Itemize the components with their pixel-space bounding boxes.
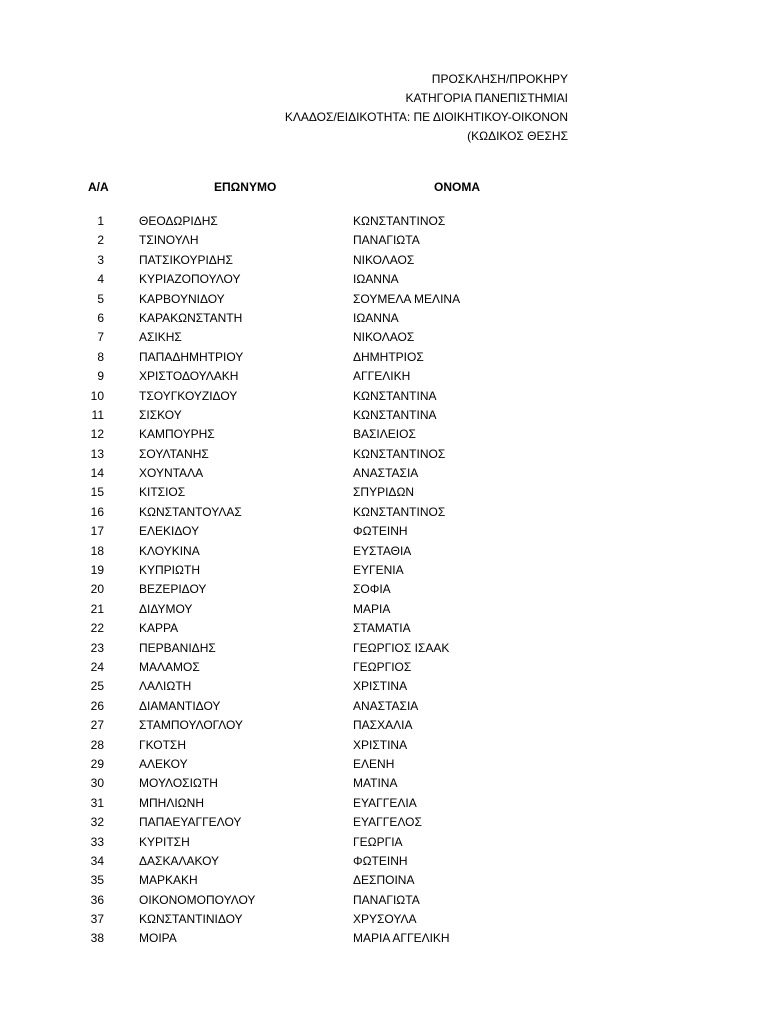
table-row <box>0 910 768 929</box>
column-header-name: ΟΝΟΜΑ <box>434 180 480 194</box>
table-row <box>0 483 768 502</box>
row-number: 19 <box>90 563 104 578</box>
row-name: ΔΗΜΗΤΡΙΟΣ <box>353 349 424 364</box>
document-header <box>0 70 568 146</box>
row-number: 31 <box>90 795 104 810</box>
row-number: 2 <box>97 233 104 248</box>
row-name: ΙΩΑΝΝΑ <box>353 272 399 287</box>
table-row <box>0 871 768 890</box>
table-row <box>0 852 768 871</box>
row-name: ΧΡΙΣΤΙΝΑ <box>353 679 408 694</box>
table-row <box>0 774 768 793</box>
table-row <box>0 367 768 386</box>
row-surname: ΚΥΡΙΑΖΟΠΟΥΛΟΥ <box>139 272 241 287</box>
table-row <box>0 503 768 522</box>
header-line-4: (ΚΩΔΙΚΟΣ ΘΕΣΗΣ <box>467 129 568 143</box>
row-surname: ΚΙΤΣΙΟΣ <box>139 485 186 500</box>
table-row <box>0 270 768 289</box>
row-name: ΚΩΝΣΤΑΝΤΙΝΟΣ <box>353 504 446 519</box>
row-surname: ΣΙΣΚΟΥ <box>139 407 182 422</box>
row-surname: ΚΑΡΑΚΩΝΣΤΑΝΤΗ <box>139 310 243 325</box>
row-number: 34 <box>90 853 104 868</box>
table-row <box>0 425 768 444</box>
table-body <box>0 212 768 949</box>
row-surname: ΟΙΚΟΝΟΜΟΠΟΥΛΟΥ <box>139 892 256 907</box>
row-number: 23 <box>90 640 104 655</box>
column-header-surname: ΕΠΩΝΥΜΟ <box>214 180 277 194</box>
row-surname: ΓΚΟΤΣΗ <box>139 737 186 752</box>
row-name: ΣΠΥΡΙΔΩΝ <box>353 485 415 500</box>
row-name: ΜΑΡΙΑ <box>353 601 391 616</box>
row-name: ΕΥΣΤΑΘΙΑ <box>353 543 412 558</box>
row-surname: ΠΕΡΒΑΝΙΔΗΣ <box>139 640 216 655</box>
row-surname: ΧΟΥΝΤΑΛΑ <box>139 466 204 481</box>
row-surname: ΚΩΝΣΤΑΝΤΟΥΛΑΣ <box>139 504 242 519</box>
row-number: 30 <box>90 776 104 791</box>
row-number: 29 <box>90 756 104 771</box>
table-row <box>0 658 768 677</box>
row-number: 24 <box>90 659 104 674</box>
table-row <box>0 736 768 755</box>
row-number: 26 <box>90 698 104 713</box>
row-name: ΕΛΕΝΗ <box>353 756 395 771</box>
table-row <box>0 639 768 658</box>
row-number: 36 <box>90 892 104 907</box>
row-number: 12 <box>90 427 104 442</box>
table-row <box>0 794 768 813</box>
row-name: ΑΝΑΣΤΑΣΙΑ <box>353 466 419 481</box>
table-row <box>0 716 768 735</box>
row-number: 4 <box>97 272 104 287</box>
row-name: ΓΕΩΡΓΙΟΣ <box>353 659 412 674</box>
row-number: 9 <box>97 369 104 384</box>
table-row <box>0 813 768 832</box>
row-number: 10 <box>90 388 104 403</box>
row-surname: ΔΙΑΜΑΝΤΙΔΟΥ <box>139 698 221 713</box>
row-number: 25 <box>90 679 104 694</box>
row-name: ΙΩΑΝΝΑ <box>353 310 399 325</box>
row-name: ΝΙΚΟΛΑΟΣ <box>353 252 415 267</box>
header-line-2: ΚΑΤΗΓΟΡΙΑ ΠΑΝΕΠΙΣΤΗΜΙΑΙ <box>405 91 568 105</box>
table-row <box>0 929 768 948</box>
row-surname: ΔΙΔΥΜΟΥ <box>139 601 193 616</box>
row-name: ΠΑΣΧΑΛΙΑ <box>353 718 413 733</box>
row-surname: ΛΑΛΙΩΤΗ <box>139 679 192 694</box>
row-number: 20 <box>90 582 104 597</box>
table-row <box>0 387 768 406</box>
row-name: ΧΡΥΣΟΥΛΑ <box>353 912 417 927</box>
row-name: ΣΟΥΜΕΛΑ ΜΕΛΙΝΑ <box>353 291 461 306</box>
column-header-aa: Α/Α <box>88 180 109 194</box>
table-row <box>0 561 768 580</box>
table-row <box>0 231 768 250</box>
row-name: ΦΩΤΕΙΝΗ <box>353 853 408 868</box>
row-number: 1 <box>97 214 104 228</box>
row-surname: ΘΕΟΔΩΡΙΔΗΣ <box>139 214 218 228</box>
row-number: 38 <box>90 931 104 946</box>
row-surname: ΕΛΕΚΙΔΟΥ <box>139 524 200 539</box>
row-surname: ΚΩΝΣΤΑΝΤΙΝΙΔΟΥ <box>139 912 243 927</box>
row-surname: ΚΥΠΡΙΩΤΗ <box>139 563 200 578</box>
table-row <box>0 406 768 425</box>
row-number: 32 <box>90 815 104 830</box>
table-row <box>0 464 768 483</box>
row-name: ΑΝΑΣΤΑΣΙΑ <box>353 698 419 713</box>
row-surname: ΣΤΑΜΠΟΥΛΟΓΛΟΥ <box>139 718 243 733</box>
row-surname: ΜΟΙΡΑ <box>139 931 177 946</box>
row-name: ΚΩΝΣΤΑΝΤΙΝΑ <box>353 407 437 422</box>
table-row <box>0 580 768 599</box>
row-name: ΜΑΤΙΝΑ <box>353 776 398 791</box>
table-row <box>0 833 768 852</box>
table-row <box>0 251 768 270</box>
row-name: ΠΑΝΑΓΙΩΤΑ <box>353 233 420 248</box>
table-row <box>0 522 768 541</box>
row-name: ΣΟΦΙΑ <box>353 582 391 597</box>
table-row <box>0 619 768 638</box>
header-line-1: ΠΡΟΣΚΛΗΣΗ/ΠΡΟΚΗΡΥ <box>431 72 568 86</box>
table-row <box>0 677 768 696</box>
row-name: ΑΓΓΕΛΙΚΗ <box>353 369 411 384</box>
row-surname: ΚΛΟΥΚΙΝΑ <box>139 543 200 558</box>
row-name: ΝΙΚΟΛΑΟΣ <box>353 330 415 345</box>
row-name: ΔΕΣΠΟΙΝΑ <box>353 873 415 888</box>
row-number: 22 <box>90 621 104 636</box>
row-number: 33 <box>90 834 104 849</box>
table-row <box>0 891 768 910</box>
row-surname: ΠΑΤΣΙΚΟΥΡΙΔΗΣ <box>139 252 233 267</box>
row-number: 27 <box>90 718 104 733</box>
row-surname: ΠΑΠΑΔΗΜΗΤΡΙΟΥ <box>139 349 244 364</box>
table-row <box>0 328 768 347</box>
row-name: ΕΥΓΕΝΙΑ <box>353 563 404 578</box>
table-row <box>0 697 768 716</box>
row-name: ΓΕΩΡΓΙΟΣ ΙΣΑΑΚ <box>353 640 450 655</box>
row-surname: ΤΣΟΥΓΚΟΥΖΙΔΟΥ <box>139 388 238 403</box>
row-surname: ΚΑΡΒΟΥΝΙΔΟΥ <box>139 291 225 306</box>
row-name: ΓΕΩΡΓΙΑ <box>353 834 403 849</box>
table-row <box>0 600 768 619</box>
row-name: ΚΩΝΣΤΑΝΤΙΝΟΣ <box>353 214 446 228</box>
row-surname: ΑΛΕΚΟΥ <box>139 756 188 771</box>
row-surname: ΑΣΙΚΗΣ <box>139 330 182 345</box>
row-number: 37 <box>90 912 104 927</box>
header-line-3: ΚΛΑΔΟΣ/ΕΙΔΙΚΟΤΗΤΑ: ΠΕ ΔΙΟΙΚΗΤΙΚΟΥ-ΟΙΚΟΝΟΝ <box>284 110 568 124</box>
row-number: 11 <box>91 407 104 422</box>
row-surname: ΧΡΙΣΤΟΔΟΥΛΑΚΗ <box>139 369 239 384</box>
row-surname: ΚΥΡΙΤΣΗ <box>139 834 190 849</box>
table-row <box>0 290 768 309</box>
row-number: 21 <box>90 601 104 616</box>
row-surname: ΜΑΡΚΑΚΗ <box>139 873 198 888</box>
row-name: ΧΡΙΣΤΙΝΑ <box>353 737 408 752</box>
row-number: 15 <box>90 485 104 500</box>
row-name: ΒΑΣΙΛΕΙΟΣ <box>353 427 416 442</box>
row-surname: ΚΑΡΡΑ <box>139 621 179 636</box>
row-surname: ΤΣΙΝΟΥΛΗ <box>139 233 199 248</box>
row-number: 17 <box>90 524 104 539</box>
row-number: 13 <box>90 446 104 461</box>
row-surname: ΠΑΠΑΕΥΑΓΓΕΛΟΥ <box>139 815 242 830</box>
table-header-row <box>0 180 768 196</box>
row-surname: ΒΕΖΕΡΙΔΟΥ <box>139 582 207 597</box>
row-number: 6 <box>97 310 104 325</box>
row-name: ΕΥΑΓΓΕΛΟΣ <box>353 815 422 830</box>
row-number: 3 <box>97 252 104 267</box>
row-name: ΦΩΤΕΙΝΗ <box>353 524 408 539</box>
row-number: 35 <box>90 873 104 888</box>
table-row <box>0 212 768 231</box>
table-row <box>0 445 768 464</box>
row-number: 7 <box>97 330 104 345</box>
row-number: 5 <box>97 291 104 306</box>
table-row <box>0 755 768 774</box>
row-name: ΠΑΝΑΓΙΩΤΑ <box>353 892 420 907</box>
table-row <box>0 309 768 328</box>
row-surname: ΜΑΛΑΜΟΣ <box>139 659 200 674</box>
row-name: ΣΤΑΜΑΤΙΑ <box>353 621 411 636</box>
row-name: ΚΩΝΣΤΑΝΤΙΝΟΣ <box>353 446 446 461</box>
row-surname: ΔΑΣΚΑΛΑΚΟΥ <box>139 853 220 868</box>
table-row <box>0 348 768 367</box>
row-name: ΜΑΡΙΑ ΑΓΓΕΛΙΚΗ <box>353 931 450 946</box>
row-number: 18 <box>90 543 104 558</box>
row-surname: ΣΟΥΛΤΑΝΗΣ <box>139 446 209 461</box>
row-number: 8 <box>97 349 104 364</box>
row-name: ΕΥΑΓΓΕΛΙΑ <box>353 795 417 810</box>
row-number: 28 <box>90 737 104 752</box>
row-surname: ΜΟΥΛΟΣΙΩΤΗ <box>139 776 218 791</box>
row-surname: ΜΠΗΛΙΩΝΗ <box>139 795 204 810</box>
row-number: 16 <box>90 504 104 519</box>
row-name: ΚΩΝΣΤΑΝΤΙΝΑ <box>353 388 437 403</box>
table-row <box>0 542 768 561</box>
row-number: 14 <box>90 466 104 481</box>
row-surname: ΚΑΜΠΟΥΡΗΣ <box>139 427 215 442</box>
